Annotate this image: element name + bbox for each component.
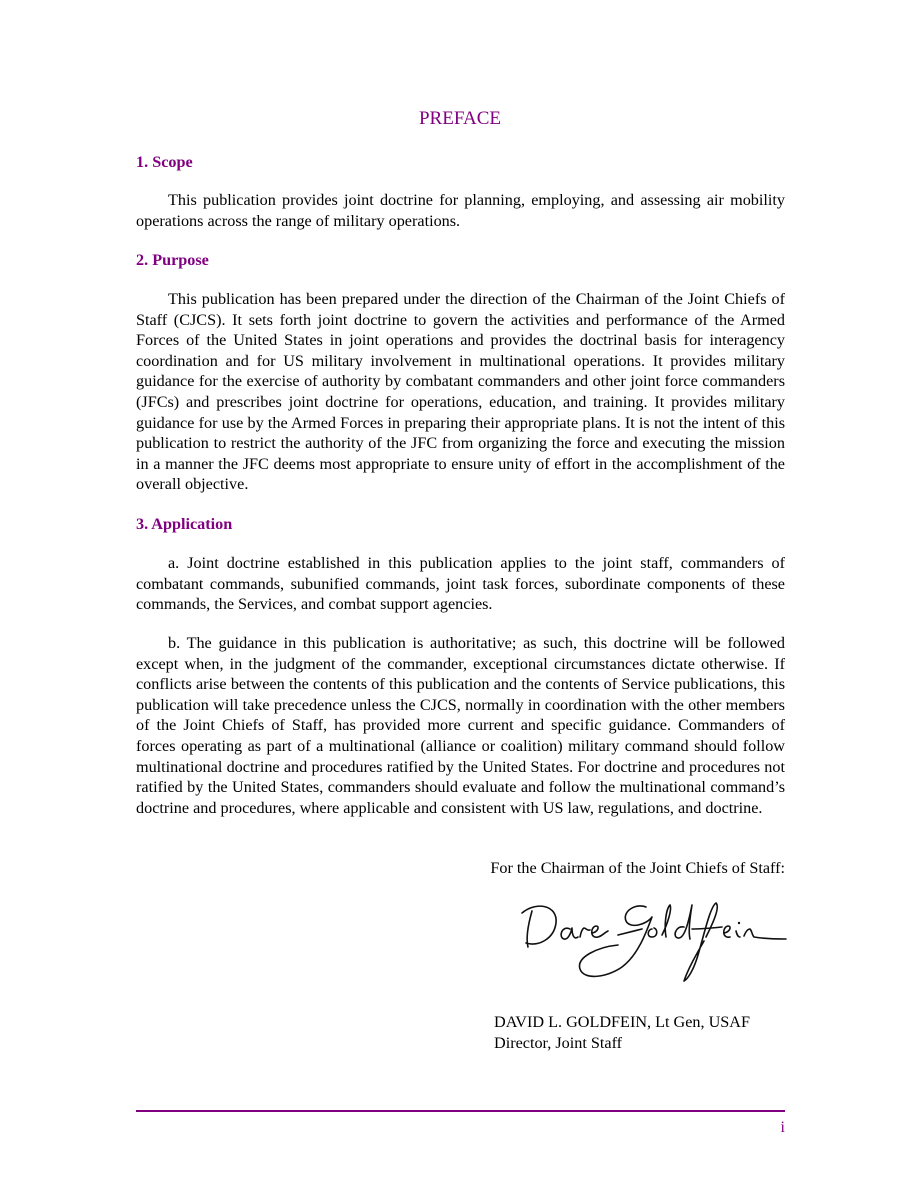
page-title: PREFACE — [418, 108, 501, 129]
section-heading-purpose: 2. Purpose — [136, 251, 209, 269]
scope-paragraph: This publication provides joint doctrine for planning, employing, and assessing air mobility operations across the range of military operations. — [136, 191, 785, 230]
signer-block — [494, 1012, 794, 1053]
signer-name: DAVID L. GOLDFEIN, Lt Gen, USAF — [494, 1013, 750, 1031]
signer-title: Director, Joint Staff — [494, 1033, 623, 1052]
application-paragraph-b: b. The guidance in this publication is authoritative; as such, this doctrine will be followed except when, in the judgment of the commander, exceptional circumstances dictate otherwise. If conflicts arise between the contents of this publication and the contents of Service publications, this publication will take precedence unless the CJCS, normally in coordination with the other members of the Joint Chiefs of Staff, has provided more current and specific guidance. Commanders of forces operating as part of a multinational (alliance or coalition) military command should follow multinational doctrine and procedures ratified by the United States. For doctrine and procedures not ratified by the United States, commanders should evaluate and follow the multinational command’s doctrine and procedures, where applicable and consistent with US law, regulations, and doctrine. — [136, 634, 785, 817]
application-paragraph-a: a. Joint doctrine established in this publication applies to the joint staff, commanders of combatant commands, subunified commands, joint task forces, subordinate components of these commands, the Services, and combat support agencies. — [136, 554, 785, 614]
closing-line: For the Chairman of the Joint Chiefs of Staff: — [490, 859, 785, 877]
section-heading-application: 3. Application — [136, 515, 233, 533]
page-number: i — [780, 1119, 785, 1136]
signature-image — [518, 895, 788, 995]
purpose-paragraph: This publication has been prepared under the direction of the Chairman of the Joint Chiefs of Staff (CJCS). It sets forth joint doctrine to govern the activities and performance of the Armed Forces of the United States in joint operations and provides the doctrinal basis for interagency coordination and for US military involvement in multinational operations. It provides military guidance for the exercise of authority by combatant commanders and other joint force commanders (JFCs) and prescribes joint doctrine for operations, education, and training. It provides military guidance for use by the Armed Forces in preparing their appropriate plans. It is not the intent of this publication to restrict the authority of the JFC from organizing the force and executing the mission in a manner the JFC deems most appropriate to ensure unity of effort in the accomplishment of the overall objective. — [136, 290, 785, 494]
footer-divider — [136, 1110, 785, 1112]
section-heading-scope: 1. Scope — [136, 153, 193, 171]
handwritten-signature-icon — [518, 895, 788, 995]
